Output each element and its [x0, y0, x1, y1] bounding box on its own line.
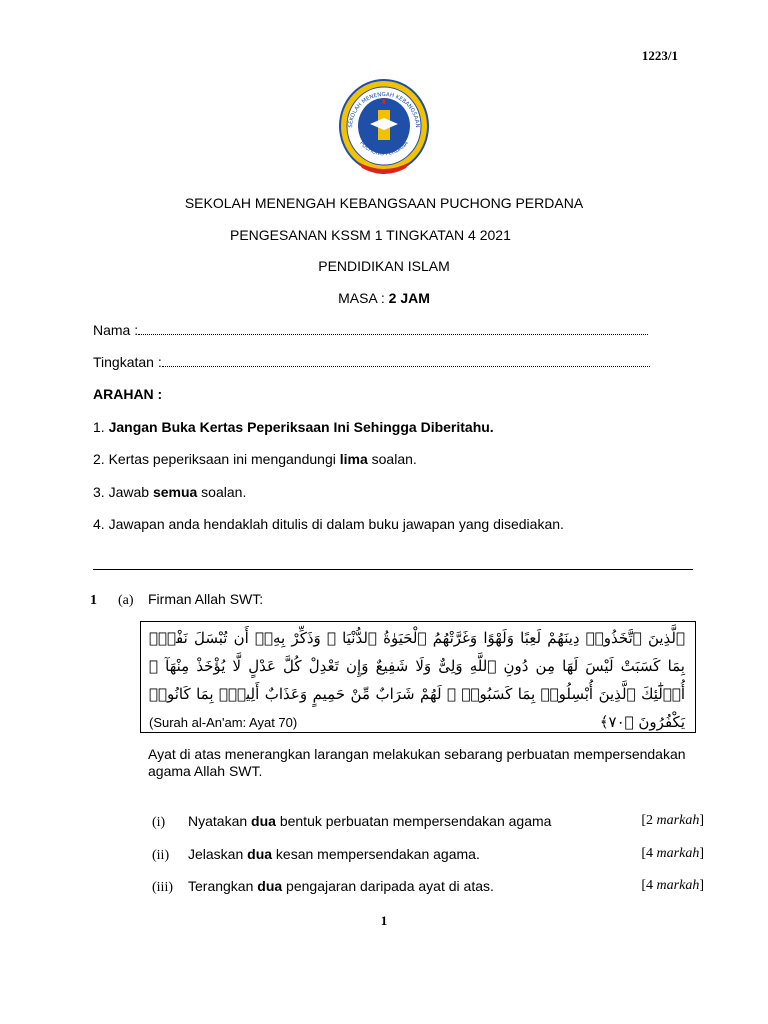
paper-code: 1223/1 [641, 48, 678, 63]
subject-title: PENDIDIKAN ISLAM [318, 258, 450, 274]
school-crest-logo [334, 76, 434, 180]
section-divider [93, 569, 693, 570]
question-part: (a) [118, 593, 134, 608]
instruction-item-1: 1. Jangan Buka Kertas Peperiksaan Ini Sehingga Diberitahu. [93, 419, 494, 435]
quran-verse: ٱلَّذِينَ ٱتَّخَذُوا۟ دِينَهُمْ لَعِبًا وَلَهْوًا وَغَرَّتْهُمُ ٱلْحَيَوٰةُ ٱلدُّنْيَا ۚ وَذَكِّرْ بِهِۦٓ أَن تُبْسَلَ نَفْسٌۢ بِمَا كَسَبَتْ لَيْسَ لَهَا مِن دُونِ ٱللَّهِ وَلِىٌّ وَلَا شَفِيعٌ وَإِن تَعْدِلْ كُلَّ عَدْلٍ لَّا يُؤْخَذْ مِنْهَآ ۗ أُو۟لَٰٓئِكَ ٱلَّذِينَ أُبْسِلُوا۟ بِمَا كَسَبُوا۟ ۖ لَهُمْ شَرَابٌ مِّنْ حَمِيمٍ وَعَذَابٌ أَلِيمٌۢ بِمَا كَانُوا۟ يَكْفُرُونَ ﴿٧٠﴾ [149, 629, 685, 731]
page-number: 1 [380, 913, 388, 928]
tingkatan-dotted-line[interactable] [162, 356, 650, 367]
subquestion-2-marks: [4 markah] [641, 846, 704, 861]
tingkatan-label: Tingkatan : [93, 354, 162, 370]
question-paragraph: Ayat di atas menerangkan larangan melakukan sebarang perbuatan mempersendakan agama Allah SWT. [148, 746, 686, 779]
svg-text:PUCHONG PERDANA: PUCHONG PERDANA [358, 140, 410, 158]
verse-box [140, 621, 696, 733]
subquestion-2-number: (ii) [152, 848, 170, 863]
exam-title: PENGESANAN KSSM 1 TINGKATAN 4 2021 [230, 227, 511, 243]
school-name: SEKOLAH MENENGAH KEBANGSAAN PUCHONG PERDANA [184, 195, 584, 211]
svg-text:SEKOLAH MENENGAH KEBANGSAAN: SEKOLAH MENENGAH KEBANGSAAN [347, 91, 421, 128]
instruction-item-3: 3. Jawab semua soalan. [93, 484, 247, 500]
subquestion-1-marks: [2 markah] [641, 813, 704, 828]
instructions-heading: ARAHAN : [93, 386, 163, 402]
instruction-item-2: 2. Kertas peperiksaan ini mengandungi lima soalan. [93, 451, 417, 467]
form-field[interactable] [93, 354, 650, 370]
duration-value: 2 JAM [388, 290, 430, 306]
subquestion-1-number: (i) [152, 815, 166, 830]
instruction-item-4: 4. Jawapan anda hendaklah ditulis di dalam buku jawapan yang disediakan. [93, 516, 564, 532]
subquestion-1-text: Nyatakan dua bentuk perbuatan mempersendakan agama [188, 813, 552, 829]
duration-label: MASA : [338, 290, 389, 306]
subquestion-3-number: (iii) [152, 880, 173, 895]
exam-duration [0, 290, 768, 306]
subquestion-2-text: Jelaskan dua kesan mempersendakan agama. [188, 846, 480, 862]
surah-reference: (Surah al-An'am: Ayat 70) [149, 715, 298, 730]
name-label: Nama : [93, 322, 139, 338]
question-number: 1 [90, 593, 97, 608]
question-intro: Firman Allah SWT: [148, 591, 264, 607]
subquestion-3-text: Terangkan dua pengajaran daripada ayat di atas. [188, 878, 494, 894]
name-dotted-line[interactable] [138, 324, 648, 335]
subquestion-3-marks: [4 markah] [641, 878, 704, 893]
name-field[interactable] [93, 322, 648, 338]
